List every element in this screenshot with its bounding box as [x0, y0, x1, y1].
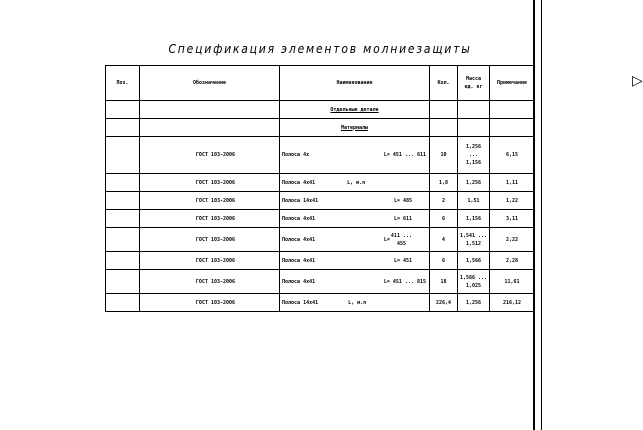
specification-title: Спецификация элементов молниезащиты: [168, 42, 472, 56]
row-designation: ГОСТ 103-2006: [140, 210, 280, 228]
row-note: 1,11: [490, 174, 535, 192]
row-mass: 1,256: [458, 174, 490, 192]
row-note: 2,28: [490, 252, 535, 270]
row-mass: 1,51: [458, 192, 490, 210]
row-length: L= 611: [393, 215, 412, 222]
row-length: L= 485: [393, 197, 412, 204]
row-note: 6,15: [490, 137, 535, 174]
table-row: [106, 137, 535, 174]
table-header-row: [106, 66, 535, 101]
row-qty: 1,8: [430, 174, 458, 192]
row-length: L= 411 ... 455: [383, 232, 412, 247]
row-length: L= 451 ... 611: [383, 152, 426, 158]
row-note: 2,22: [490, 228, 535, 252]
row-mass: 1,156: [458, 210, 490, 228]
row-length: L= 451 ... 815: [383, 278, 426, 285]
row-mass: [458, 137, 490, 174]
table-row: [106, 192, 535, 210]
row-designation: ГОСТ 103-2006: [140, 294, 280, 312]
header-pos: Поз.: [106, 66, 140, 101]
row-designation: ГОСТ 103-2006: [140, 137, 280, 174]
row-name: Полоса 4х41: [282, 215, 316, 222]
table-row: [106, 228, 535, 252]
row-name: Полоса 14х41: [282, 197, 319, 204]
row-mass-sep: ...: [468, 152, 479, 158]
row-note: 11,61: [490, 270, 535, 294]
specification-table: [105, 65, 535, 312]
scrollbar-track-line[interactable]: [541, 0, 542, 430]
header-mass: [458, 66, 490, 101]
table-row: [106, 174, 535, 192]
row-note: 1,22: [490, 192, 535, 210]
header-qty: Кол.: [430, 66, 458, 101]
row-length: L, м.п: [348, 299, 367, 306]
row-name: Полоса 4х41: [282, 179, 316, 186]
row-qty: 2: [430, 192, 458, 210]
row-mass-bottom: 1,156: [465, 160, 482, 166]
row-length: L, м.п: [347, 179, 366, 186]
row-designation: ГОСТ 103-2006: [140, 228, 280, 252]
row-qty: 6: [430, 252, 458, 270]
row-qty: 10: [430, 137, 458, 174]
row-length: L= 451: [393, 257, 412, 264]
section-label-details: Отдельные детали: [330, 106, 379, 113]
row-mass: 1,566: [458, 252, 490, 270]
row-name: Полоса 4х: [282, 152, 310, 158]
section-row-materials: [106, 119, 535, 137]
row-designation: ГОСТ 103-2006: [140, 270, 280, 294]
section-row-details: [106, 101, 535, 119]
table-row: [106, 294, 535, 312]
header-name: Наименование: [280, 66, 430, 101]
mouse-cursor-icon: ▷: [632, 73, 643, 89]
row-qty: 4: [430, 228, 458, 252]
header-mass-line2: ед. кг: [464, 84, 483, 90]
row-note: 3,11: [490, 210, 535, 228]
row-note: 216,12: [490, 294, 535, 312]
row-mass-top: 1,256: [465, 144, 482, 150]
row-mass: 1,541 ... 1,512: [458, 228, 490, 252]
row-name: Полоса 4х41: [282, 236, 316, 243]
row-name: Полоса 14х41: [282, 299, 319, 306]
row-name: Полоса 4х41: [282, 278, 316, 285]
header-designation: Обозначение: [140, 66, 280, 101]
row-name: Полоса 4х41: [282, 257, 316, 264]
row-mass: 1,566 ... 1,025: [458, 270, 490, 294]
header-mass-line1: Масса: [465, 76, 482, 82]
table-row: [106, 270, 535, 294]
section-label-materials: Материалы: [340, 124, 369, 131]
row-qty: 6: [430, 210, 458, 228]
row-mass: 1,256: [458, 294, 490, 312]
table-row: [106, 252, 535, 270]
row-designation: ГОСТ 103-2006: [140, 174, 280, 192]
table-row: [106, 210, 535, 228]
row-qty: 226,4: [430, 294, 458, 312]
row-designation: ГОСТ 103-2006: [140, 192, 280, 210]
row-designation: ГОСТ 103-2006: [140, 252, 280, 270]
header-note: Примечание: [490, 66, 535, 101]
frame-border-line: [533, 0, 535, 430]
row-qty: 18: [430, 270, 458, 294]
